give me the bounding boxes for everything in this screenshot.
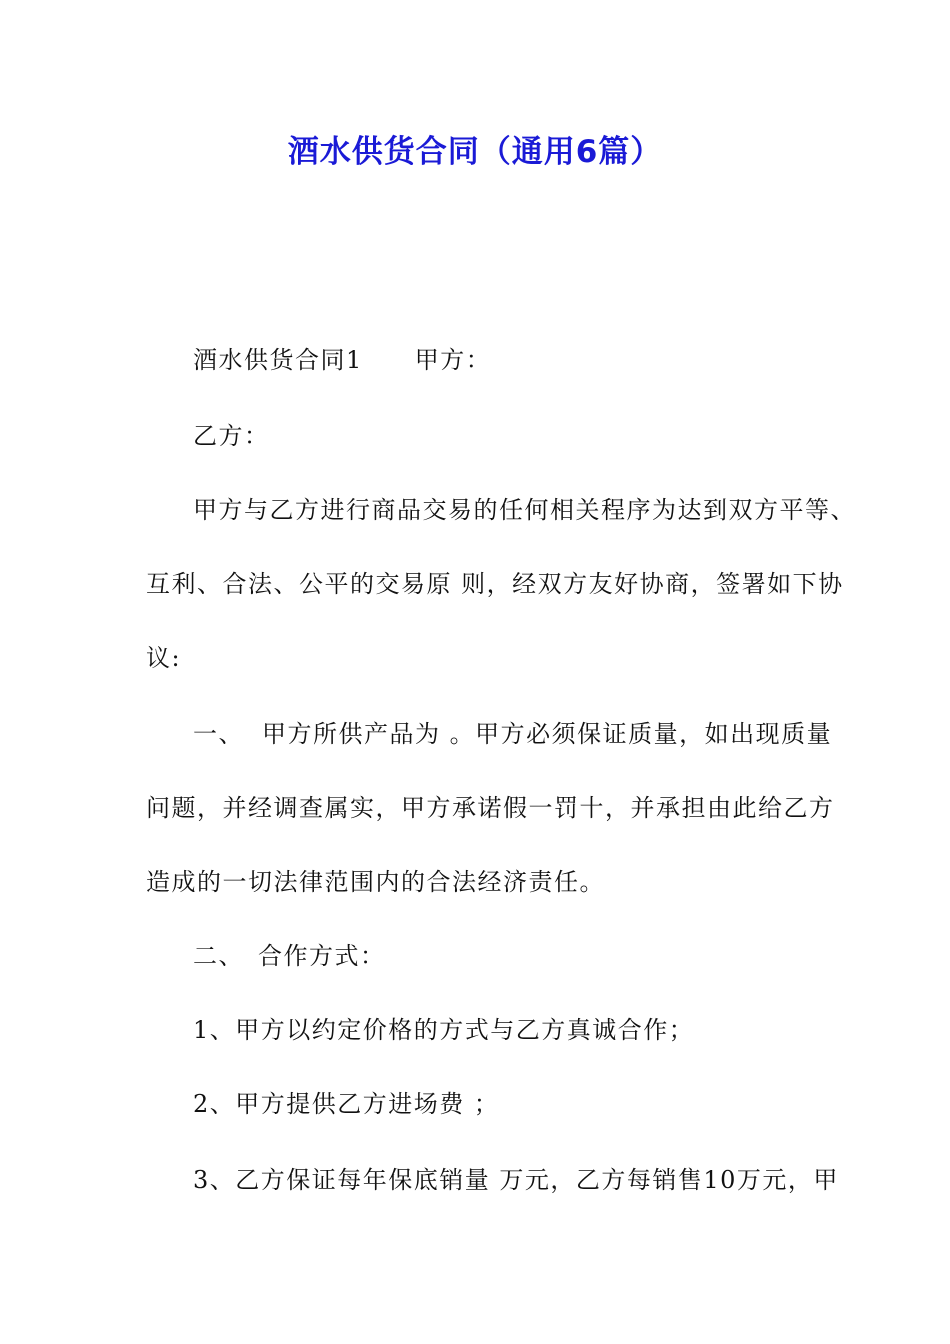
clause-1-number: 一、 — [193, 720, 244, 748]
party-a-label: 甲方： — [414, 346, 492, 374]
clause-1-text: 甲方所供产品为 。甲方必须保证质量，如出现质量 — [262, 720, 833, 748]
section-heading: 酒水供货合同1 — [193, 346, 363, 374]
list-item-1: 1、甲方以约定价格的方式与乙方真诚合作； — [193, 1016, 695, 1044]
clause-1-line-3: 造成的一切法律范围内的合法经济责任。 — [146, 868, 605, 896]
clause-1-line-1 — [193, 714, 832, 754]
intro-paragraph-line-1: 甲方与乙方进行商品交易的任何相关程序为达到双方平等、 — [193, 496, 856, 524]
document-title: 酒水供货合同（通用6篇） — [287, 134, 663, 170]
intro-paragraph-line-3: 议: — [146, 644, 182, 672]
clause-2-line — [193, 936, 386, 976]
clause-1-line-2: 问题，并经调查属实，甲方承诺假一罚十，并承担由此给乙方 — [146, 794, 835, 822]
list-item-3: 3、乙方保证每年保底销量 万元，乙方每销售10万元，甲 — [193, 1166, 839, 1194]
clause-2-number: 二、 — [193, 942, 244, 970]
party-b-label: 乙方： — [193, 422, 270, 450]
section-heading-line — [193, 340, 491, 380]
clause-2-text: 合作方式： — [258, 942, 386, 970]
intro-paragraph-line-2: 互利、合法、公平的交易原 则，经双方友好协商，签署如下协 — [146, 570, 844, 598]
list-item-2: 2、甲方提供乙方进场费 ； — [193, 1090, 500, 1118]
